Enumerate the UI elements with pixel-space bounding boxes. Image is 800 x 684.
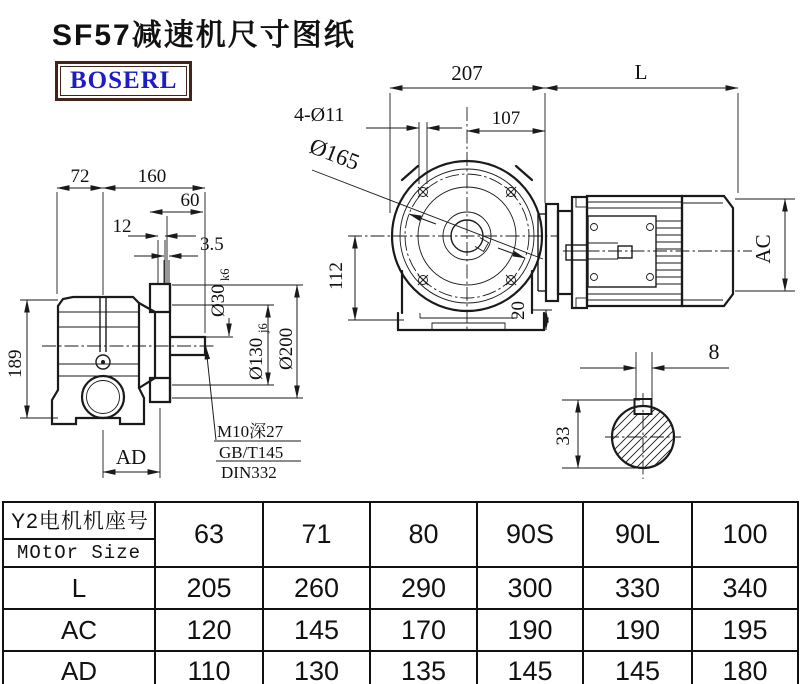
dim-bolt-holes-label: 4-Ø11: [294, 104, 345, 126]
header-en: MOtOr Size: [16, 542, 142, 564]
dim-107-label: 107: [491, 108, 521, 129]
motor-size-table: [2, 501, 799, 684]
dim-flange-dia-label: Ø200: [276, 327, 297, 370]
dim-spigot-dia-label: Ø130: [246, 337, 267, 380]
cell-AC-63: 120: [155, 609, 263, 651]
row-label-AC: AC: [3, 609, 155, 651]
cell-AD-90S: 145: [477, 651, 583, 684]
cell-AC-90S: 190: [477, 609, 583, 651]
col-100: 100: [692, 502, 798, 567]
dim-189-label: 189: [5, 349, 26, 378]
cell-L-80: 290: [370, 567, 477, 609]
table-row-AC: [3, 609, 798, 651]
cell-L-90S: 300: [477, 567, 583, 609]
dim-L-label: L: [634, 60, 648, 84]
cell-AD-90L: 145: [583, 651, 692, 684]
tap-note-label: M10深27: [217, 422, 284, 441]
col-71: 71: [263, 502, 370, 567]
dim-key-width-label: 8: [708, 339, 720, 364]
cell-L-90L: 330: [583, 567, 692, 609]
cell-AD-71: 130: [263, 651, 370, 684]
dim-72-label: 72: [70, 166, 90, 187]
dim-112-label: 112: [326, 262, 347, 290]
tap-std2-label: DIN332: [221, 463, 277, 482]
cell-AC-71: 145: [263, 609, 370, 651]
col-90L: 90L: [583, 502, 692, 567]
col-80: 80: [370, 502, 477, 567]
dim-AC-label: AC: [751, 234, 775, 264]
dim-3p5-label: 3.5: [200, 234, 224, 255]
dim-bolt-circle-label: Ø165: [306, 133, 363, 175]
motor-view: [546, 196, 795, 308]
table-header-row: [3, 502, 798, 567]
cell-L-100: 340: [692, 567, 798, 609]
cell-AC-90L: 190: [583, 609, 692, 651]
dim-shaft-tol-label: k6: [218, 268, 232, 281]
table-row-AD: [3, 651, 798, 684]
tap-std1-label: GB/T145: [219, 443, 284, 462]
dim-20-label: 20: [508, 301, 529, 320]
cell-AC-100: 195: [692, 609, 798, 651]
brand-logo-text: BOSERL: [70, 67, 178, 94]
row-label-AD: AD: [3, 651, 155, 684]
cell-L-71: 260: [263, 567, 370, 609]
col-90S: 90S: [477, 502, 583, 567]
col-63: 63: [155, 502, 263, 567]
dim-12-label: 12: [112, 216, 132, 237]
dim-160-label: 160: [137, 166, 167, 187]
header-cell-motor-size: [3, 502, 155, 567]
row-label-L: L: [3, 567, 155, 609]
dim-60-label: 60: [180, 190, 200, 211]
page-title: SF57减速机尺寸图纸: [52, 19, 356, 52]
dim-shaft-dia-label: Ø30: [208, 284, 229, 317]
cell-L-63: 205: [155, 567, 263, 609]
cell-AD-100: 180: [692, 651, 798, 684]
dim-spigot-tol-label: j6: [256, 323, 270, 333]
dim-key-height-label: 33: [553, 426, 574, 446]
shaft-section-view: [553, 339, 746, 484]
cell-AC-80: 170: [370, 609, 477, 651]
front-view: [306, 107, 557, 332]
dim-AD-label: AD: [115, 445, 147, 469]
cell-AD-63: 110: [155, 651, 263, 684]
dim-207-label: 207: [451, 61, 483, 85]
table-row-L: [3, 567, 798, 609]
header-cn: Y2电机机座号: [4, 503, 154, 540]
cell-AD-80: 135: [370, 651, 477, 684]
